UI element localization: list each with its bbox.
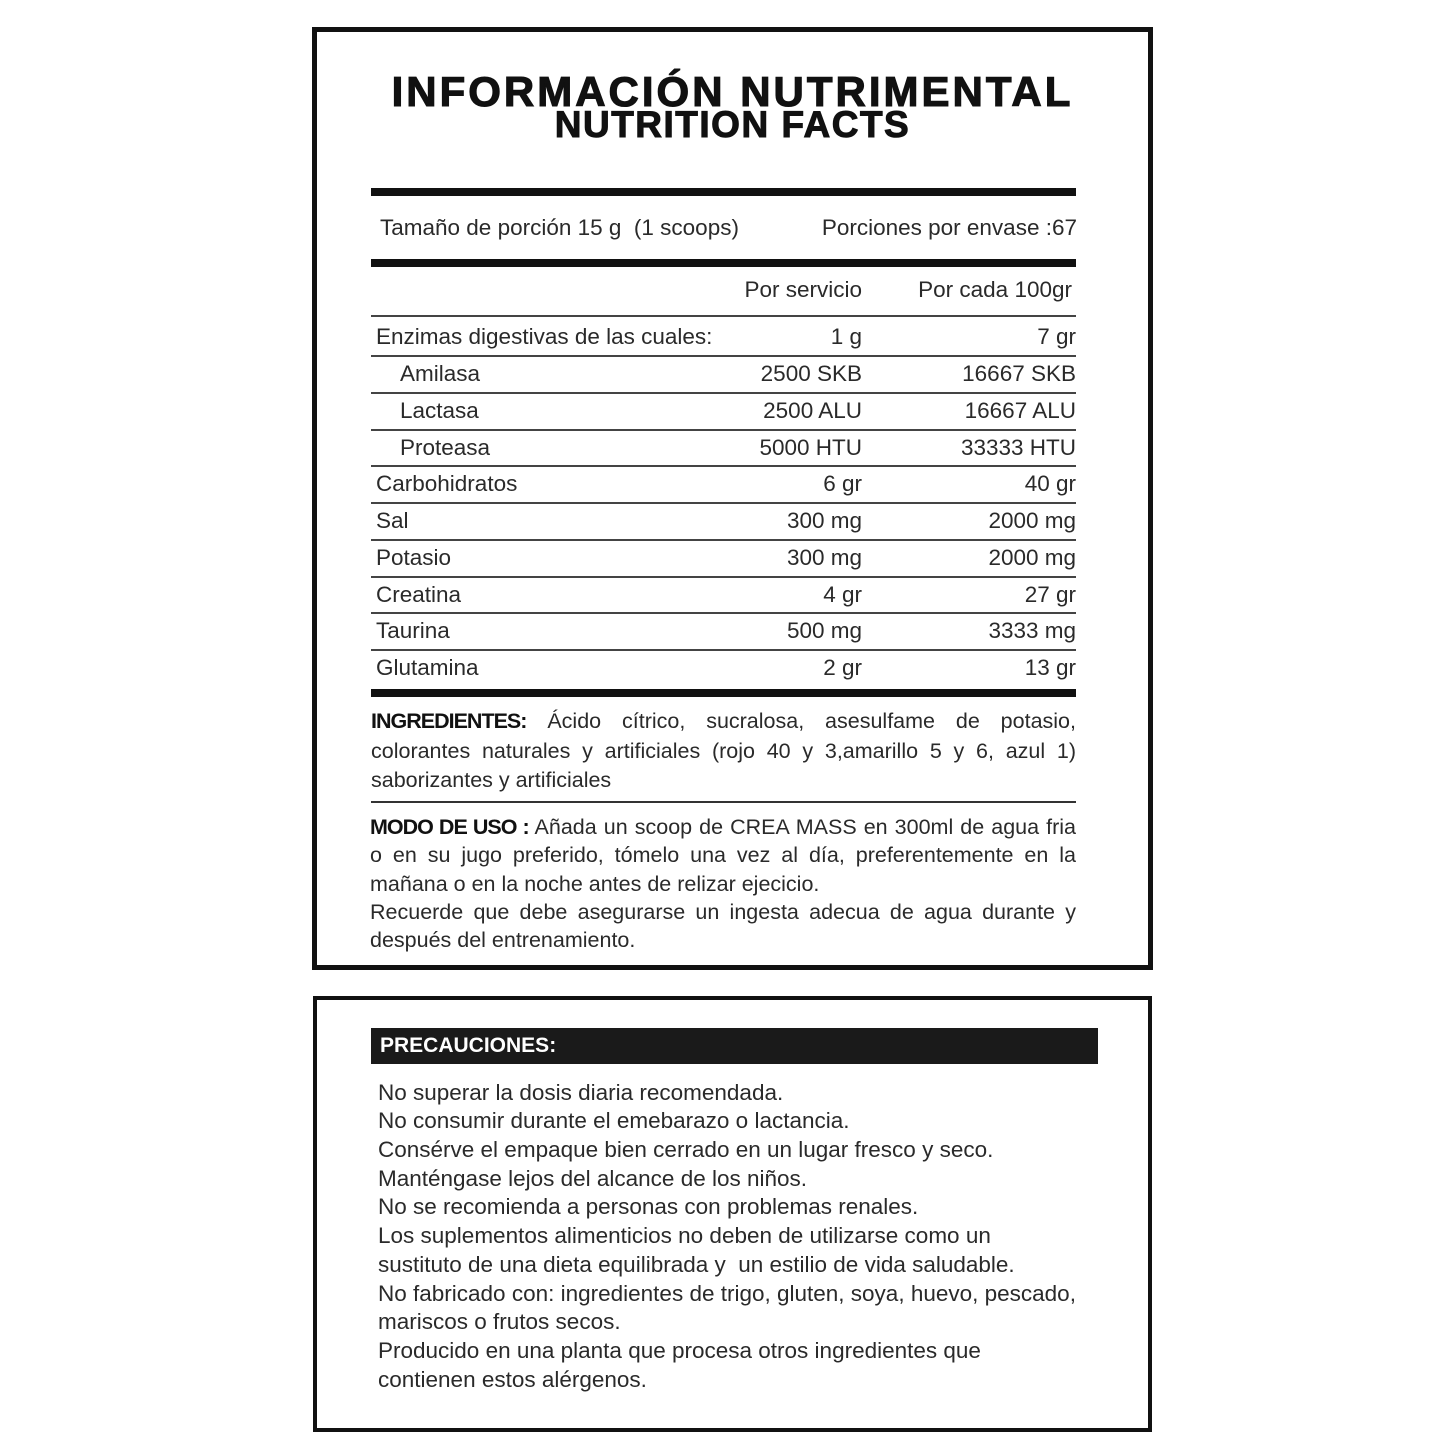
per-100g-value: 33333 HTU	[960, 434, 1076, 460]
table-row	[371, 431, 1076, 468]
servings-per-container: Porciones por envase :67	[821, 215, 1077, 240]
usage-text: Añada un scoop de CREA MASS en 300ml de agua fria	[534, 815, 1077, 839]
nutrient-name: Lactasa	[400, 397, 479, 423]
per-serving-value: 2 gr	[823, 655, 862, 681]
thick-divider-top	[371, 188, 1076, 196]
thick-divider-bottom	[371, 689, 1076, 697]
per-100g-value: 2000 mg	[988, 508, 1076, 534]
usage-line: Recuerde que debe asegurarse un ingesta adecua de agua durante y	[370, 899, 1076, 924]
per-100g-value: 7 gr	[1037, 324, 1076, 350]
per-100g-value: 16667 SKB	[962, 361, 1076, 387]
usage-line	[370, 813, 1076, 841]
per-serving-value: 300 mg	[786, 508, 862, 534]
precaution-item: Los suplementos alimenticios no deben de utilizarse como un sustituto de una dieta equilibrada y un estilio de vida saludable.	[378, 1223, 1015, 1277]
title-spanish: INFORMACIÓN NUTRIMENTAL	[391, 68, 1074, 115]
per-100g-value: 16667 ALU	[964, 397, 1076, 423]
per-100g-value: 3333 mg	[988, 618, 1076, 644]
thick-divider-serving	[371, 259, 1076, 267]
table-row	[371, 578, 1076, 615]
header-per-100g: Por cada 100gr	[918, 277, 1072, 302]
per-100g-value: 27 gr	[1024, 581, 1076, 607]
precaution-item: Consérve el empaque bien cerrado en un lugar fresco y seco.	[378, 1137, 994, 1162]
per-100g-value: 2000 mg	[988, 544, 1076, 570]
usage-line: mañana o en la noche antes de relizar ejecicio.	[370, 871, 820, 896]
precaution-item: No consumir durante el emebarazo o lactancia.	[378, 1108, 850, 1134]
per-100g-value: 40 gr	[1024, 471, 1076, 497]
nutrient-name: Sal	[376, 508, 409, 534]
usage-line: o en su jugo preferido, tómelo una vez al día, preferentemente en la	[370, 843, 1076, 868]
table-row	[371, 467, 1076, 504]
precaution-item: No fabricado con: ingredientes de trigo, gluten, soya, huevo, pescado, mariscos o frutos secos.	[378, 1280, 1076, 1335]
ingredients-line: colorantes naturales y artificiales (rojo 40 y 3,amarillo 5 y 6, azul 1)	[371, 738, 1076, 763]
table-header	[371, 276, 1076, 304]
usage-paragraph	[370, 813, 1076, 954]
per-serving-value: 300 mg	[786, 544, 862, 570]
table-row	[371, 651, 1076, 688]
precautions-heading: PRECAUCIONES:	[371, 1028, 1098, 1064]
header-per-serving: Por servicio	[744, 277, 862, 302]
precaution-item: Manténgase lejos del alcance de los niños.	[378, 1165, 808, 1191]
per-serving-value: 5000 HTU	[759, 434, 862, 460]
ingredients-text: Ácido cítrico, sucralosa, asesulfame de potasio,	[547, 709, 1076, 733]
title-english: NUTRITION FACTS	[554, 104, 911, 145]
table-row	[371, 614, 1076, 651]
nutrient-name: Amilasa	[400, 361, 481, 387]
header-divider	[371, 315, 1076, 317]
usage-line: después del entrenamiento.	[370, 928, 636, 952]
ingredients-paragraph	[371, 707, 1076, 796]
per-serving-value: 4 gr	[823, 581, 862, 607]
ingredients-line	[371, 707, 1076, 737]
per-serving-value: 2500 SKB	[760, 361, 862, 387]
nutrient-name: Glutamina	[376, 655, 479, 681]
usage-label: MODO DE USO :	[370, 815, 529, 839]
ingredients-divider	[371, 801, 1076, 803]
precautions-list	[378, 1079, 1076, 1395]
ingredients-label: INGREDIENTES:	[371, 709, 527, 733]
precaution-item: Producido en una planta que procesa otros ingredientes que contienen estos alérgenos.	[378, 1337, 981, 1392]
nutrient-name: Enzimas digestivas de las cuales:	[376, 324, 713, 350]
precautions-panel	[313, 996, 1152, 1432]
serving-size: Tamaño de porción 15 g (1 scoops)	[380, 215, 739, 240]
table-row	[371, 504, 1076, 541]
table-row	[371, 541, 1076, 578]
per-serving-value: 1 g	[830, 324, 862, 350]
per-serving-value: 500 mg	[786, 618, 862, 644]
per-serving-value: 6 gr	[823, 471, 862, 497]
precaution-item: No superar la dosis diaria recomendada.	[378, 1079, 784, 1105]
per-serving-value: 2500 ALU	[763, 397, 862, 423]
nutrient-name: Carbohidratos	[376, 471, 518, 497]
table-row	[371, 357, 1076, 394]
per-100g-value: 13 gr	[1024, 655, 1076, 681]
ingredients-line: saborizantes y artificiales	[371, 768, 612, 792]
nutrient-table	[371, 320, 1076, 688]
nutrient-name: Potasio	[376, 544, 452, 570]
nutrition-facts-panel	[312, 27, 1153, 970]
header-blank	[371, 276, 712, 304]
nutrient-name: Creatina	[376, 581, 462, 607]
precaution-item: No se recomienda a personas con problemas renales.	[378, 1194, 919, 1220]
nutrient-name: Proteasa	[400, 434, 491, 460]
serving-info-row	[371, 214, 1077, 242]
table-row	[371, 320, 1076, 357]
nutrient-name: Taurina	[376, 618, 450, 644]
table-row	[371, 394, 1076, 431]
